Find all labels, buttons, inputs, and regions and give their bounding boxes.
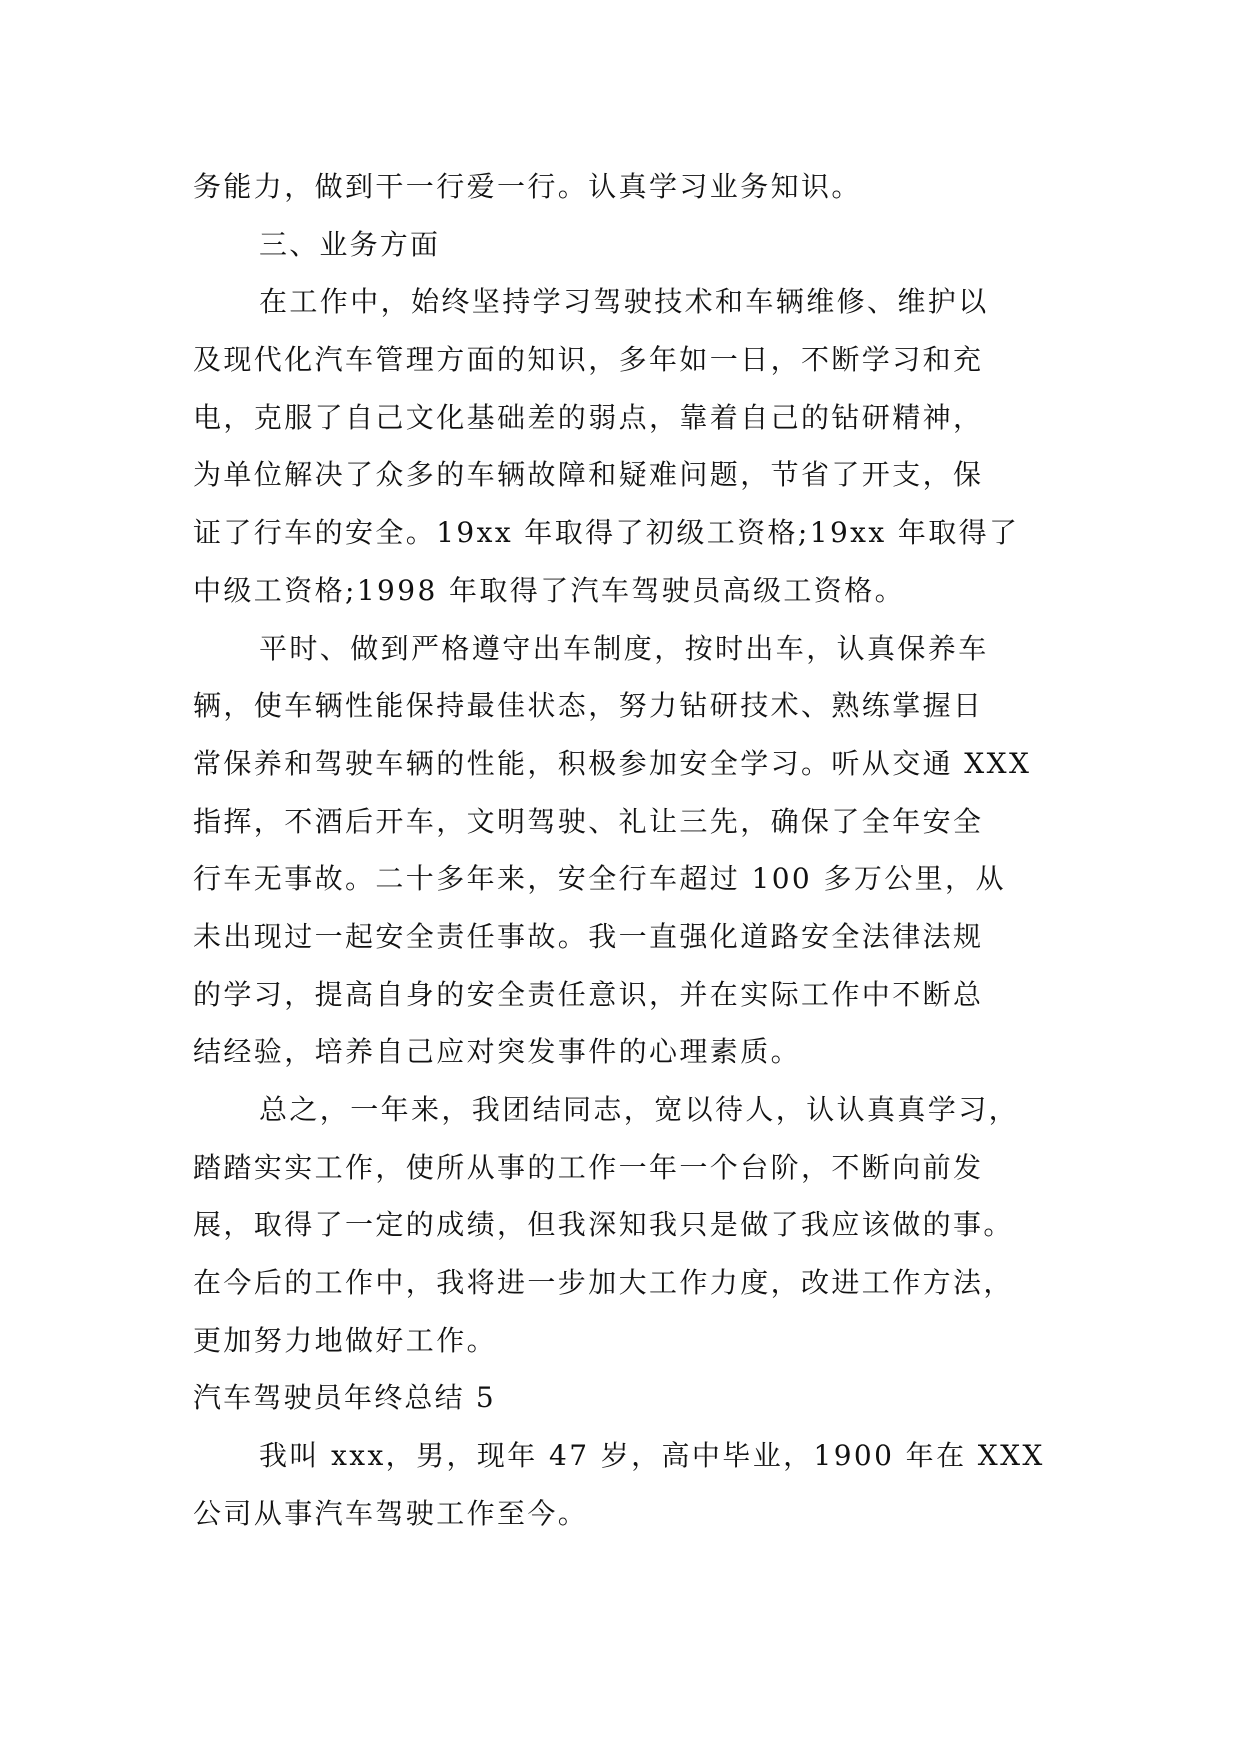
text-line-19: 展，取得了一定的成绩，但我深知我只是做了我应该做的事。	[193, 1208, 1014, 1242]
text-line-12: 指挥，不酒后开车，文明驾驶、礼让三先，确保了全年安全	[193, 804, 984, 838]
text-line-8: 中级工资格;1998 年取得了汽车驾驶员高级工资格。	[193, 573, 905, 607]
text-line-14: 未出现过一起安全责任事故。我一直强化道路安全法律法规	[193, 919, 984, 953]
document-body	[193, 158, 1053, 1543]
text-line-24: 公司从事汽车驾驶工作至今。	[193, 1496, 589, 1530]
text-line-15: 的学习，提高自身的安全责任意识，并在实际工作中不断总	[193, 977, 984, 1011]
text-line-17: 总之，一年来，我团结同志，宽以待人，认认真真学习，	[259, 1093, 1020, 1126]
text-line-9: 平时、做到严格遵守出车制度，按时出车，认真保养车	[259, 631, 989, 665]
text-line-11: 常保养和驾驶车辆的性能，积极参加安全学习。听从交通 XXX	[193, 746, 1032, 780]
text-line-21: 更加努力地做好工作。	[193, 1323, 498, 1357]
section-title-summary-5: 汽车驾驶员年终总结 5	[193, 1381, 496, 1415]
text-line-10: 辆，使车辆性能保持最佳状态，努力钻研技术、熟练掌握日	[193, 689, 984, 723]
text-line-3: 在工作中，始终坚持学习驾驶技术和车辆维修、维护以	[259, 285, 989, 319]
text-line-23: 我叫 xxx，男，现年 47 岁，高中毕业，1900 年在 XXX	[259, 1439, 1045, 1473]
text-line-4: 及现代化汽车管理方面的知识，多年如一日，不断学习和充	[193, 343, 984, 377]
text-line-1: 务能力，做到干一行爱一行。认真学习业务知识。	[193, 170, 862, 203]
section-heading-business: 三、业务方面	[259, 227, 441, 261]
text-line-13: 行车无事故。二十多年来，安全行车超过 100 多万公里，从	[193, 862, 1006, 896]
text-line-7: 证了行车的安全。19xx 年取得了初级工资格;19xx 年取得了	[193, 516, 1020, 550]
text-line-16: 结经验，培养自己应对突发事件的心理素质。	[193, 1035, 802, 1069]
text-line-6: 为单位解决了众多的车辆故障和疑难问题，节省了开支，保	[193, 458, 984, 492]
text-line-18: 踏踏实实工作，使所从事的工作一年一个台阶，不断向前发	[193, 1150, 984, 1184]
text-line-20: 在今后的工作中，我将进一步加大工作力度，改进工作方法，	[193, 1266, 1014, 1300]
text-line-5: 电，克服了自己文化基础差的弱点，靠着自己的钻研精神，	[193, 400, 984, 434]
